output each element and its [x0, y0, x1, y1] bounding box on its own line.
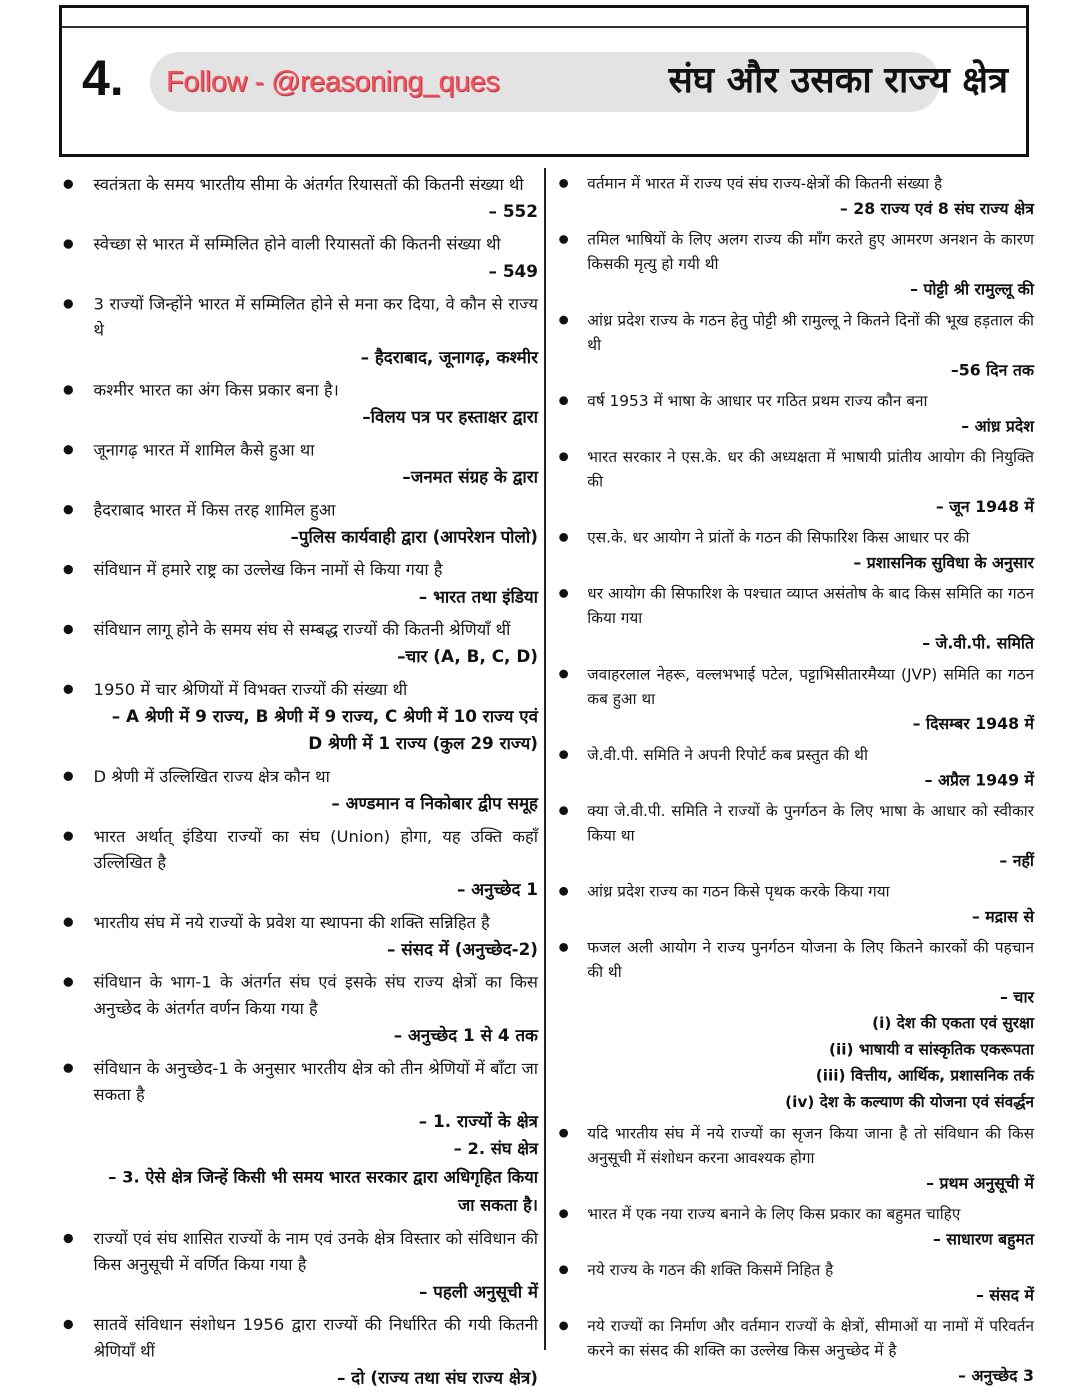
- qa-item: [554, 172, 1034, 222]
- qa-item: [554, 1122, 1034, 1196]
- answer-subpoint: – 3. ऐसे क्षेत्र जिन्हें किसी भी समय भारत सरकार द्वारा अधिगृहित किया जा सकता है।: [108, 1168, 538, 1216]
- bullet-icon: [64, 831, 73, 840]
- qa-item: [554, 1314, 1034, 1388]
- answer-subpoint: (iii) वित्तीय, आर्थिक, प्रशासनिक तर्क: [815, 1067, 1034, 1085]
- answer-text: – अनुच्छेद 1 से 4 तक: [393, 1026, 538, 1046]
- bullet-icon: [64, 239, 73, 248]
- follow-handle[interactable]: Follow - @reasoning_ques: [166, 66, 500, 98]
- bullet-icon: [64, 179, 73, 188]
- qa-item: [554, 880, 1034, 930]
- qa-item: [554, 582, 1034, 656]
- bullet-icon: [559, 1265, 568, 1274]
- bullet-icon: [64, 565, 73, 574]
- bullet-icon: [559, 806, 568, 815]
- question-text: जूनागढ़ भारत में शामिल कैसे हुआ था: [93, 441, 315, 461]
- answer-text: – जे.वी.पी. समिति: [922, 634, 1034, 653]
- qa-item: [554, 1202, 1034, 1252]
- bullet-icon: [64, 505, 73, 514]
- qa-item: [58, 1056, 538, 1220]
- answer-text: – दो (राज्य तथा संघ राज्य क्षेत्र): [336, 1368, 538, 1389]
- bullet-icon: [559, 452, 568, 461]
- question-text: नये राज्यों का निर्माण और वर्तमान राज्यों के क्षेत्रों, सीमाओं या नामों में परिवर्तन करने का संसद की शक्ति का उल्लेख किस अनुच्छेद में है: [587, 1317, 1034, 1361]
- chapter-title: संघ और उसका राज्य क्षेत्र: [668, 60, 1008, 101]
- answer-text: –विलय पत्र पर हस्ताक्षर द्वारा: [362, 407, 538, 428]
- qa-item: [58, 1312, 538, 1392]
- qa-item: [58, 498, 538, 551]
- question-text: सातवें संविधान संशोधन 1956 द्वारा राज्यों की निर्धारित की गयी कितनी श्रेणियाँ थीं: [93, 1316, 538, 1361]
- question-text: कश्मीर भारत का अंग किस प्रकार बना है।: [93, 381, 339, 401]
- bullet-icon: [64, 977, 73, 986]
- answer-text: – 552: [488, 201, 538, 222]
- bullet-icon: [559, 179, 568, 188]
- qa-item: [58, 557, 538, 610]
- answer-text: – प्रथम अनुसूची में: [926, 1174, 1034, 1193]
- question-text: 1950 में चार श्रेणियों में विभक्त राज्यों की संख्या थी: [93, 680, 408, 700]
- bullet-icon: [559, 887, 568, 896]
- answer-text: – 28 राज्य एवं 8 संघ राज्य क्षेत्र: [839, 200, 1034, 219]
- answer-text: –चार (A, B, C, D): [397, 647, 538, 667]
- bullet-icon: [559, 589, 568, 598]
- question-text: धर आयोग की सिफारिश के पश्चात व्याप्त असंतोष के बाद किस समिति का गठन किया गया: [587, 585, 1034, 628]
- question-text: जे.वी.पी. समिति ने अपनी रिपोर्ट कब प्रस्तुत की थी: [587, 746, 868, 765]
- answer-text: – अनुच्छेद 3: [958, 1367, 1034, 1386]
- qa-item: [58, 617, 538, 670]
- left-column: [58, 172, 538, 1398]
- question-text: भारत अर्थात् इंडिया राज्यों का संघ (Union) होगा, यह उक्ति कहाँ उल्लिखित है: [93, 827, 538, 873]
- bullet-icon: [64, 772, 73, 781]
- question-text: संविधान में हमारे राष्ट्र का उल्लेख किन नामों से किया गया है: [93, 561, 443, 580]
- bullet-icon: [559, 750, 568, 759]
- answer-text: – 1. राज्यों के क्षेत्र: [418, 1112, 538, 1132]
- bullet-icon: [64, 1320, 73, 1329]
- qa-item: [58, 824, 538, 904]
- chapter-header: [59, 5, 1029, 157]
- answer-text: – अनुच्छेद 1: [456, 880, 538, 900]
- qa-item: [554, 663, 1034, 737]
- answer-text: – हैदराबाद, जूनागढ़, कश्मीर: [360, 347, 538, 368]
- answer-subpoint: – 2. संघ क्षेत्र: [453, 1140, 538, 1159]
- bullet-icon: [559, 396, 568, 405]
- question-text: संविधान के भाग-1 के अंतर्गत संघ एवं इसके संघ राज्य क्षेत्रों का किस अनुच्छेद के अंतर्गत वर्णन किया गया है: [93, 973, 538, 1019]
- question-text: नये राज्य के गठन की शक्ति किसमें निहित है: [587, 1261, 834, 1280]
- question-text: स्वेच्छा से भारत में सम्मिलित होने वाली रियासतों की कितनी संख्या थी: [93, 235, 501, 255]
- bullet-icon: [559, 533, 568, 542]
- bullet-icon: [559, 1129, 568, 1138]
- answer-text: – आंध्र प्रदेश: [961, 417, 1034, 436]
- question-text: तमिल भाषियों के लिए अलग राज्य की माँग करते हुए आमरण अनशन के कारण किसकी मृत्यु हो गयी थी: [587, 231, 1034, 274]
- column-divider: [544, 168, 546, 1350]
- bullet-icon: [64, 445, 73, 454]
- qa-item: [554, 936, 1034, 1116]
- qa-item: [58, 172, 538, 225]
- qa-item: [58, 438, 538, 491]
- qa-item: [554, 743, 1034, 793]
- qa-item: [554, 1258, 1034, 1308]
- right-column: [554, 172, 1034, 1395]
- answer-text: – अप्रैल 1949 में: [924, 771, 1034, 790]
- answer-text: – नहीं: [999, 851, 1034, 871]
- answer-text: – मद्रास से: [971, 907, 1034, 927]
- bullet-icon: [64, 299, 73, 308]
- answer-text: – प्रशासनिक सुविधा के अनुसार: [853, 553, 1034, 573]
- question-text: राज्यों एवं संघ शासित राज्यों के नाम एवं उनके क्षेत्र विस्तार को संविधान की किस अनुसूची में वर्णित किया गया है: [93, 1230, 538, 1275]
- bullet-icon: [559, 943, 568, 952]
- bullet-icon: [559, 235, 568, 244]
- qa-item: [554, 526, 1034, 576]
- qa-item: [554, 228, 1034, 302]
- answer-text: – अण्डमान व निकोबार द्वीप समूह: [331, 794, 538, 814]
- question-text: भारत सरकार ने एस.के. धर की अध्यक्षता में भाषायी प्रांतीय आयोग की नियुक्ति की: [587, 448, 1034, 491]
- bullet-icon: [64, 625, 73, 634]
- answer-text: – संसद में (अनुच्छेद-2): [386, 940, 538, 960]
- bullet-icon: [559, 1209, 568, 1218]
- answer-text: –पुलिस कार्यवाही द्वारा (आपरेशन पोलो): [290, 527, 538, 548]
- qa-item: [554, 799, 1034, 873]
- qa-item: [58, 232, 538, 285]
- answer-text: – जून 1948 में: [935, 497, 1034, 517]
- answer-text: – भारत तथा इंडिया: [418, 587, 538, 607]
- question-text: वर्तमान में भारत में राज्य एवं संघ राज्य-क्षेत्रों की कितनी संख्या है: [587, 175, 943, 194]
- question-text: D श्रेणी में उल्लिखित राज्य क्षेत्र कौन था: [93, 767, 330, 787]
- qa-item: [58, 764, 538, 817]
- qa-item: [58, 378, 538, 431]
- qa-item: [58, 970, 538, 1050]
- answer-text: – चार: [1000, 988, 1034, 1007]
- question-text: यदि भारतीय संघ में नये राज्यों का सृजन किया जाना है तो संविधान की किस अनुसूची में संशोधन करना आवश्यक होगा: [587, 1125, 1034, 1168]
- answer-text: – साधारण बहुमत: [932, 1230, 1034, 1249]
- answer-text: – पोट्टी श्री रामुल्लू की: [910, 280, 1034, 300]
- question-text: वर्ष 1953 में भाषा के आधार पर गठित प्रथम राज्य कौन बना: [587, 392, 928, 411]
- question-text: भारतीय संघ में नये राज्यों के प्रवेश या स्थापना की शक्ति सन्निहित है: [93, 913, 490, 933]
- answer-text: – 549: [488, 261, 538, 282]
- qa-item: [58, 910, 538, 963]
- question-text: आंध्र प्रदेश राज्य का गठन किसे पृथक करके किया गया: [587, 883, 890, 901]
- answer-text: –56 दिन तक: [950, 361, 1034, 380]
- bullet-icon: [559, 1321, 568, 1330]
- answer-text: – पहली अनुसूची में: [418, 1282, 538, 1303]
- question-text: स्वतंत्रता के समय भारतीय सीमा के अंतर्गत रियासतों की कितनी संख्या थी: [93, 175, 524, 195]
- chapter-number: 4.: [82, 50, 124, 106]
- qa-item: [554, 389, 1034, 439]
- question-text: क्या जे.वी.पी. समिति ने राज्यों के पुनर्गठन के लिए भाषा के आधार को स्वीकार किया था: [587, 802, 1034, 845]
- bullet-icon: [559, 670, 568, 679]
- question-text: आंध्र प्रदेश राज्य के गठन हेतु पोट्टी श्री रामुल्लू ने कितने दिनों की भूख हड़ताल की थी: [587, 312, 1034, 355]
- answer-text: –जनमत संग्रह के द्वारा: [402, 467, 538, 488]
- question-text: फजल अली आयोग ने राज्य पुनर्गठन योजना के लिए कितने कारकों की पहचान की थी: [587, 939, 1034, 982]
- question-text: भारत में एक नया राज्य बनाने के लिए किस प्रकार का बहुमत चाहिए: [587, 1205, 961, 1224]
- question-text: 3 राज्यों जिन्होंने भारत में सम्मिलित होने से मना कर दिया, वे कौन से राज्य थे: [93, 295, 538, 341]
- answer-text: – A श्रेणी में 9 राज्य, B श्रेणी में 9 राज्य, C श्रेणी में 10 राज्य एवं D श्रेणी में 1 राज्य (कुल 29 राज्य): [111, 707, 538, 754]
- bullet-icon: [64, 1063, 73, 1072]
- qa-item: [554, 445, 1034, 519]
- qa-item: [58, 292, 538, 372]
- question-text: संविधान लागू होने के समय संघ से सम्बद्ध राज्यों की कितनी श्रेणियाँ थीं: [93, 621, 511, 640]
- answer-text: – संसद में: [975, 1286, 1034, 1305]
- qa-item: [554, 309, 1034, 383]
- question-text: संविधान के अनुच्छेद-1 के अनुसार भारतीय क्षेत्र को तीन श्रेणियों में बाँटा जा सकता है: [93, 1059, 538, 1105]
- question-text: एस.के. धर आयोग ने प्रांतों के गठन की सिफारिश किस आधार पर की: [587, 529, 970, 547]
- answer-subpoint: (ii) भाषायी व सांस्कृतिक एकरूपता: [828, 1041, 1034, 1059]
- bullet-icon: [64, 685, 73, 694]
- question-text: जवाहरलाल नेहरू, वल्लभभाई पटेल, पट्टाभिसीतारमैय्या (JVP) समिति का गठन कब हुआ था: [587, 666, 1034, 709]
- qa-item: [58, 1226, 538, 1306]
- bullet-icon: [64, 918, 73, 927]
- answer-text: – दिसम्बर 1948 में: [912, 715, 1034, 734]
- bullet-icon: [64, 1234, 73, 1243]
- question-text: हैदराबाद भारत में किस तरह शामिल हुआ: [93, 501, 336, 520]
- qa-item: [58, 677, 538, 757]
- answer-subpoint: (iv) देश के कल्याण की योजना एवं संवर्द्धन: [785, 1093, 1034, 1112]
- bullet-icon: [559, 316, 568, 325]
- bullet-icon: [64, 385, 73, 394]
- answer-subpoint: (i) देश की एकता एवं सुरक्षा: [872, 1014, 1034, 1033]
